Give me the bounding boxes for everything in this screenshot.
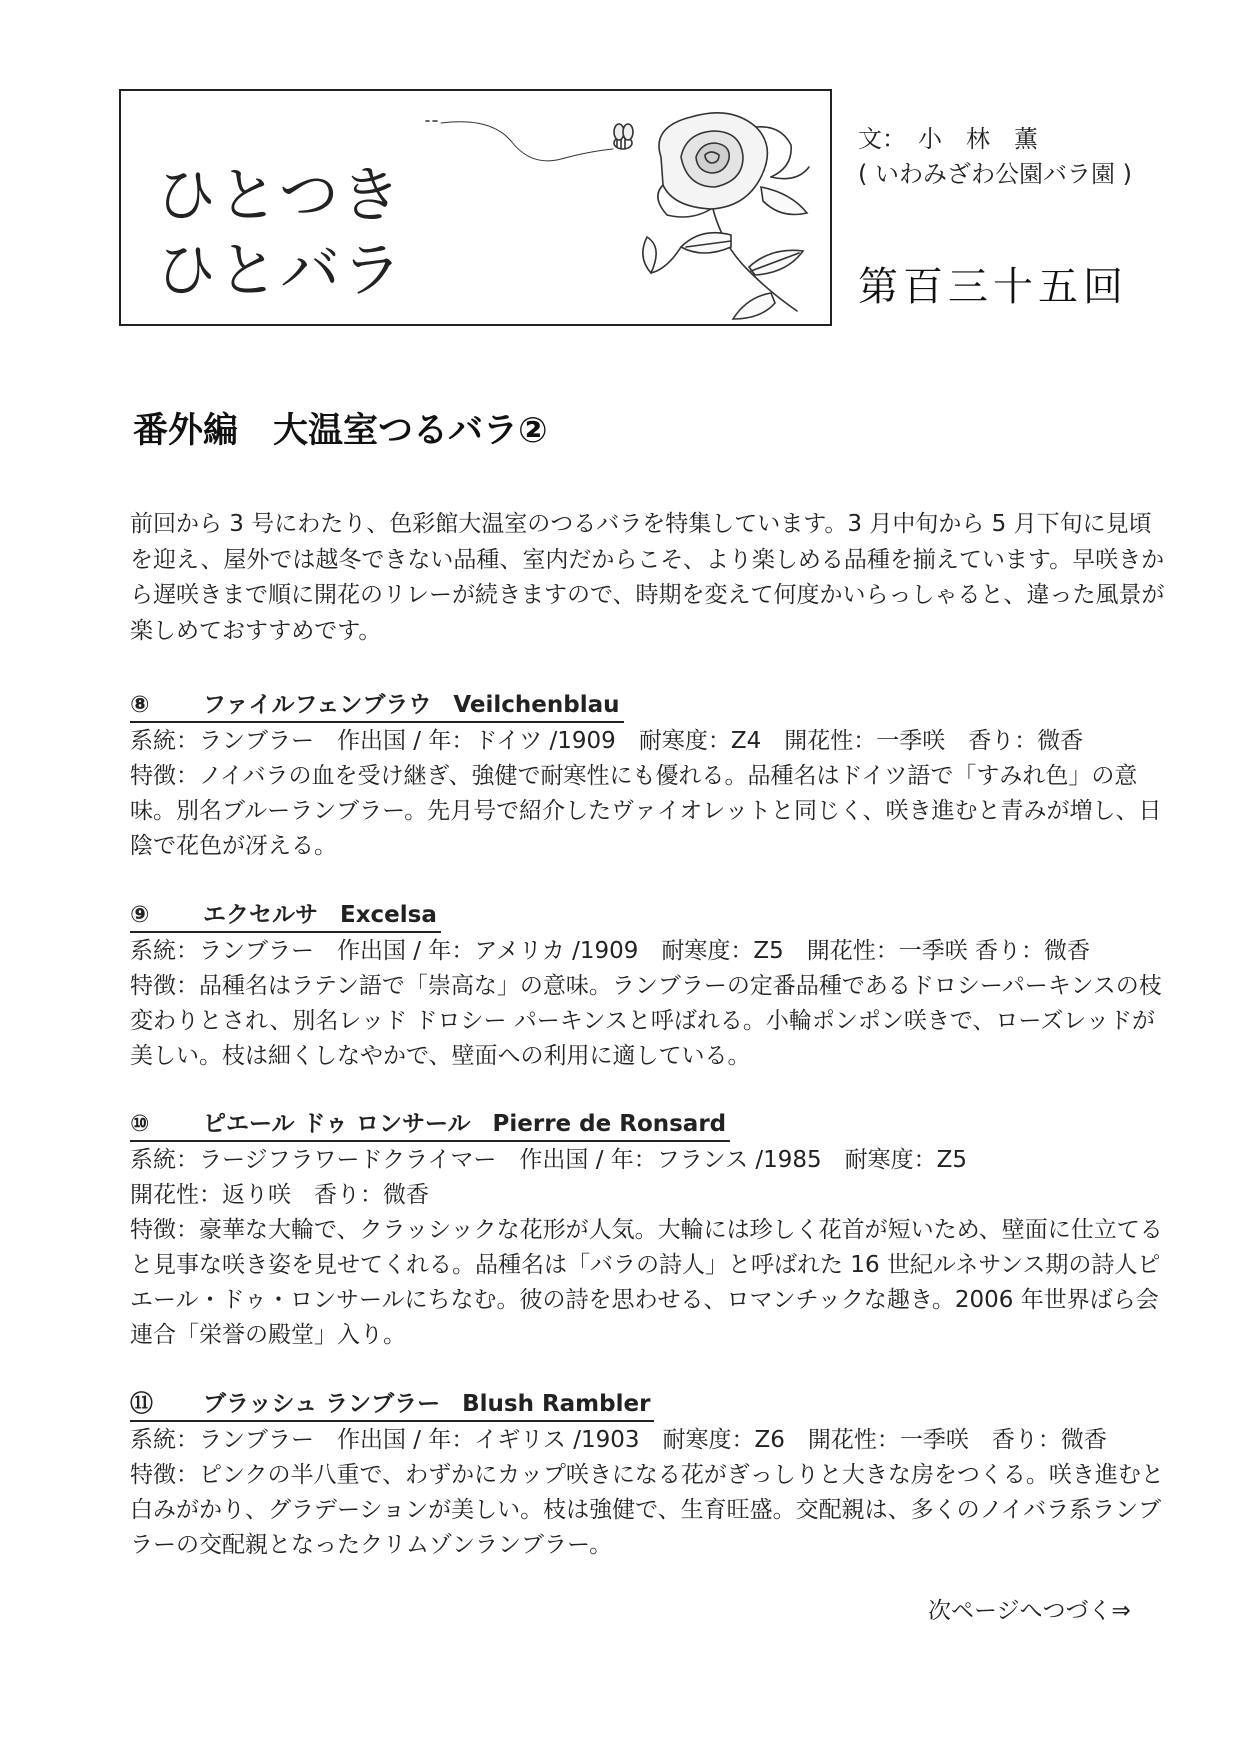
author-affiliation: ( いわみざわ公園バラ園 ) bbox=[858, 160, 1132, 188]
entry-name-en: Pierre de Ronsard bbox=[492, 1111, 727, 1137]
entry-name-ja: エクセルサ bbox=[203, 902, 318, 928]
entry-name-en: Veilchenblau bbox=[453, 692, 620, 718]
entry-specs: 系統：ラージフラワードクライマー 作出国 / 年：フランス /1985 耐寒度：Z5 bbox=[130, 1147, 968, 1173]
entry-specs: 系統：ランブラー 作出国 / 年：イギリス /1903 耐寒度：Z6 開花性：一季咲 香り：微香 bbox=[130, 1427, 1107, 1453]
rose-entry-blush-rambler bbox=[130, 1387, 1170, 1563]
title-line-1: ひとつき bbox=[156, 161, 403, 231]
rose-bee-illustration bbox=[351, 97, 821, 325]
entry-name-en: Excelsa bbox=[340, 902, 437, 928]
entry-number: ⑩ bbox=[130, 1111, 150, 1137]
entry-description: 特徴：品種名はラテン語で「崇高な」の意味。ランブラーの定番品種であるドロシーパーキンスの枝変わりとされ、別名レッド ドロシー パーキンスと呼ばれる。小輪ポンポン咲きで、ローズレッドが美しい。枝は細くしなやかで、壁面への利用に適している。 bbox=[130, 973, 1162, 1069]
author-name: 文： 小 林 薫 bbox=[858, 125, 1038, 153]
entry-specs: 系統：ランブラー 作出国 / 年：アメリカ /1909 耐寒度：Z5 開花性：一季咲 香り：微香 bbox=[130, 938, 1091, 964]
entry-specs: 系統：ランブラー 作出国 / 年：ドイツ /1909 耐寒度：Z4 開花性：一季咲 香り：微香 bbox=[130, 728, 1084, 754]
entry-description: 特徴：豪華な大輪で、クラッシックな花形が人気。大輪には珍しく花首が短いため、壁面に仕立てると見事な咲き姿を見せてくれる。品種名は「バラの詩人」と呼ばれた 16 世紀ルネサンス期の詩人ピエール・ドゥ・ロンサールにちなむ。彼の詩を思わせる、ロマンチックな趣き。2006 年世界ばら会連合「栄誉の殿堂」入り。 bbox=[130, 1217, 1163, 1348]
title-line-2: ひとバラ bbox=[156, 236, 404, 306]
entry-heading bbox=[130, 1388, 654, 1422]
page-title: 番外編 大温室つるバラ② bbox=[133, 411, 548, 451]
entry-heading bbox=[130, 899, 441, 933]
issue-number: 第百三十五回 bbox=[858, 264, 1128, 310]
entry-heading bbox=[130, 1108, 730, 1142]
entry-number: ⑧ bbox=[130, 692, 150, 718]
entry-number: ⑨ bbox=[130, 902, 150, 928]
intro-paragraph: 前回から 3 号にわたり、色彩館大温室のつるバラを特集しています。3 月中旬から 5 月下旬に見頃を迎え、屋外では越冬できない品種、室内だからこそ、より楽しめる品種を揃えています。早咲きから遅咲きまで順に開花のリレーが続きますので、時期を変えて何度かいらっしゃると、違った風景が楽しめておすすめです。 bbox=[130, 511, 1165, 644]
title-box bbox=[119, 89, 832, 326]
entry-bloom: 開花性：返り咲 香り：微香 bbox=[130, 1182, 429, 1208]
rose-entry-pierre-de-ronsard bbox=[130, 1107, 1170, 1353]
entry-name-ja: ブラッシュ ランブラー bbox=[203, 1391, 441, 1417]
continued-next-page: 次ページへつづく⇒ bbox=[928, 1598, 1131, 1624]
rose-entry-excelsa bbox=[130, 898, 1170, 1074]
entry-name-en: Blush Rambler bbox=[462, 1391, 651, 1417]
entry-description: 特徴：ノイバラの血を受け継ぎ、強健で耐寒性にも優れる。品種名はドイツ語で「すみれ色」の意味。別名ブルーランブラー。先月号で紹介したヴァイオレットと同じく、咲き進むと青みが増し、日陰で花色が冴える。 bbox=[130, 763, 1162, 859]
author-block bbox=[858, 122, 1132, 192]
entry-number: ⑪ bbox=[130, 1391, 153, 1417]
rose-entry-veilchenblau bbox=[130, 688, 1170, 864]
entry-heading bbox=[130, 689, 624, 723]
entry-description: 特徴：ピンクの半八重で、わずかにカップ咲きになる花がぎっしりと大きな房をつくる。咲き進むと白みがかり、グラデーションが美しい。枝は強健で、生育旺盛。交配親は、多くのノイバラ系ランブラーの交配親となったクリムゾンランブラー。 bbox=[130, 1462, 1164, 1558]
entry-name-ja: ピエール ドゥ ロンサール bbox=[203, 1111, 471, 1137]
entry-name-ja: ファイルフェンブラウ bbox=[203, 692, 432, 718]
